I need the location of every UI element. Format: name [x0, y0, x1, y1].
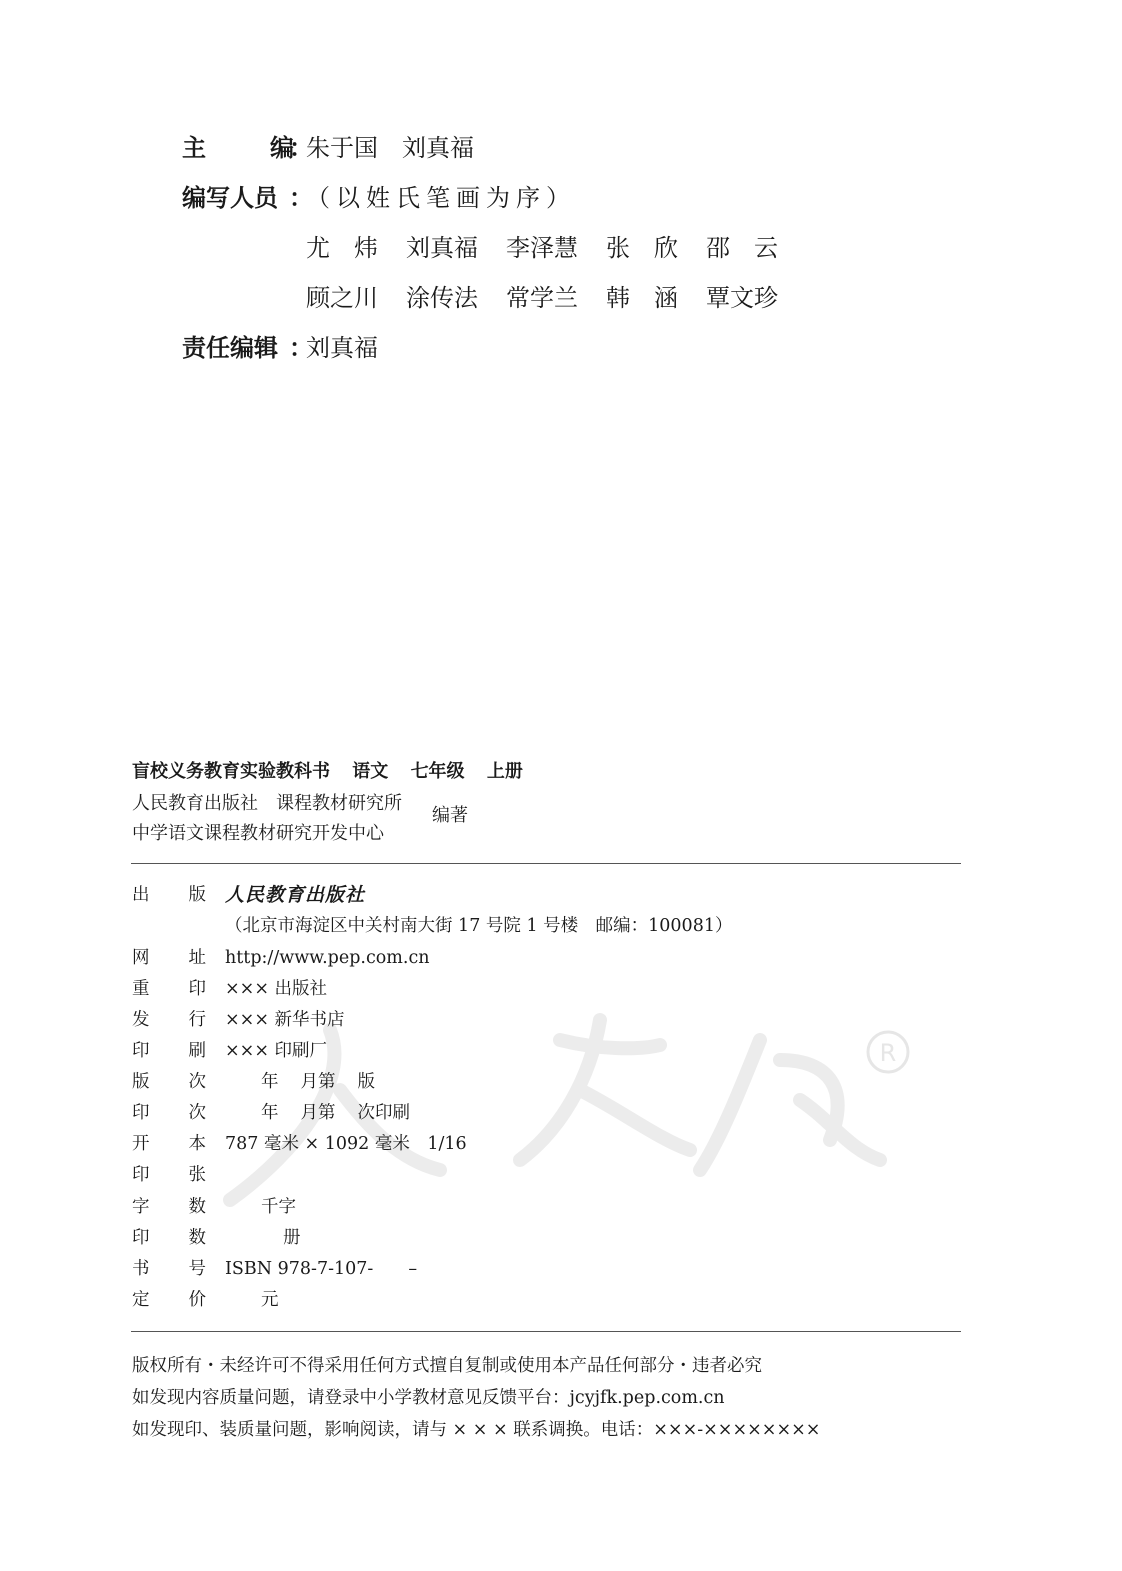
book-subject: 语文: [352, 761, 389, 782]
copyright-notice: 版权所有・未经许可不得采用任何方式擅自复制或使用本产品任何部分・违者必究: [132, 1356, 762, 1376]
writer-name: 尤 炜: [306, 234, 378, 262]
isbn-value: ISBN 978-7-107- –: [225, 1259, 418, 1279]
book-grade: 七年级: [410, 761, 465, 782]
quality-contact-notice: 如发现印、装质量问题，影响阅读，请与 × × × 联系调换。电话：×××-××××××××: [132, 1420, 821, 1440]
writer-name: 涂传法: [406, 284, 478, 312]
book-series: 盲校义务教育实验教科书: [132, 761, 330, 782]
chief-editor-names: 朱于国 刘真福: [306, 134, 474, 162]
writer-name: 韩 涵: [606, 284, 678, 312]
feedback-notice: 如发现内容质量问题，请登录中小学教材意见反馈平台：jcyjfk.pep.com.cn: [132, 1388, 725, 1408]
responsible-editor-name: 刘真福: [306, 334, 378, 362]
publisher-logo: 人民教育出版社: [225, 884, 366, 906]
compiler-line-1: 人民教育出版社 课程教材研究所: [132, 793, 402, 814]
chief-editor-label: 主 编: [182, 134, 294, 162]
compilers-block: [132, 789, 468, 849]
website-url: http://www.pep.com.cn: [225, 948, 430, 968]
writers-order-note: （以姓氏笔画为序）: [306, 184, 576, 212]
responsible-editor-label: 责任编辑: [182, 334, 278, 362]
svg-text:R: R: [879, 1039, 897, 1067]
writer-name: 邵 云: [706, 234, 778, 262]
writer-name: 李泽慧: [506, 234, 578, 262]
copyright-page: 主 编 ： 朱于国 刘真福 编写人员 ： （以姓氏笔画为序） 尤 炜 刘真福 李泽慧 张 欣 邵 云 顾之川 涂传法 常学兰 韩 涵 覃文珍 责任编辑 ： 刘真福 R 盲校义务教育实验教科书 语文 七年级 上册 人民教育出版社 课程教材研究所 中学语文课程教材研究开发中心 编著 出 版 人民教育出版社 （北京市海淀区中关村南大街 17 号院 1 号楼 邮编：100081） 网 址 http://www.pep.com.cn 重 印 ××× 出版社 发 行 ××× 新华书店 印 刷 ××× 印刷厂 版 次 年 月第 版 印 次 年 月第 次印刷 开 本 787 毫米 × 1092 毫米 1/16 印 张 字 数 千字 印 数 册 书 号 ISBN 978-7-107- – 定 价 元 版权所有・未经许可不得采用任何方式擅自复制或使用本产品任何部分・违者必究 如发现内容质量问题，请登录中小学教材意见反馈平台：jcyjfk.pep.com.cn 如发现印、装质量问题，影响阅读，请与 × × × 联系调换。电话：×××-××××××××: [0, 0, 1122, 1571]
publisher-address: （北京市海淀区中关村南大街 17 号院 1 号楼 邮编：100081）: [225, 916, 733, 936]
writer-name: 常学兰: [506, 284, 578, 312]
divider-top: [131, 863, 961, 864]
writer-name: 顾之川: [306, 284, 378, 312]
compiled-label: 编著: [432, 805, 468, 826]
divider-bottom: [131, 1331, 961, 1332]
writer-name: 刘真福: [406, 234, 478, 262]
copyright-footer: [132, 1350, 820, 1446]
book-title: [132, 757, 539, 783]
writer-name: 张 欣: [606, 234, 678, 262]
compiler-line-2: 中学语文课程教材研究开发中心: [132, 823, 384, 844]
book-volume: 上册: [486, 761, 523, 782]
writers-label: 编写人员: [182, 184, 278, 212]
writer-name: 覃文珍: [706, 284, 778, 312]
